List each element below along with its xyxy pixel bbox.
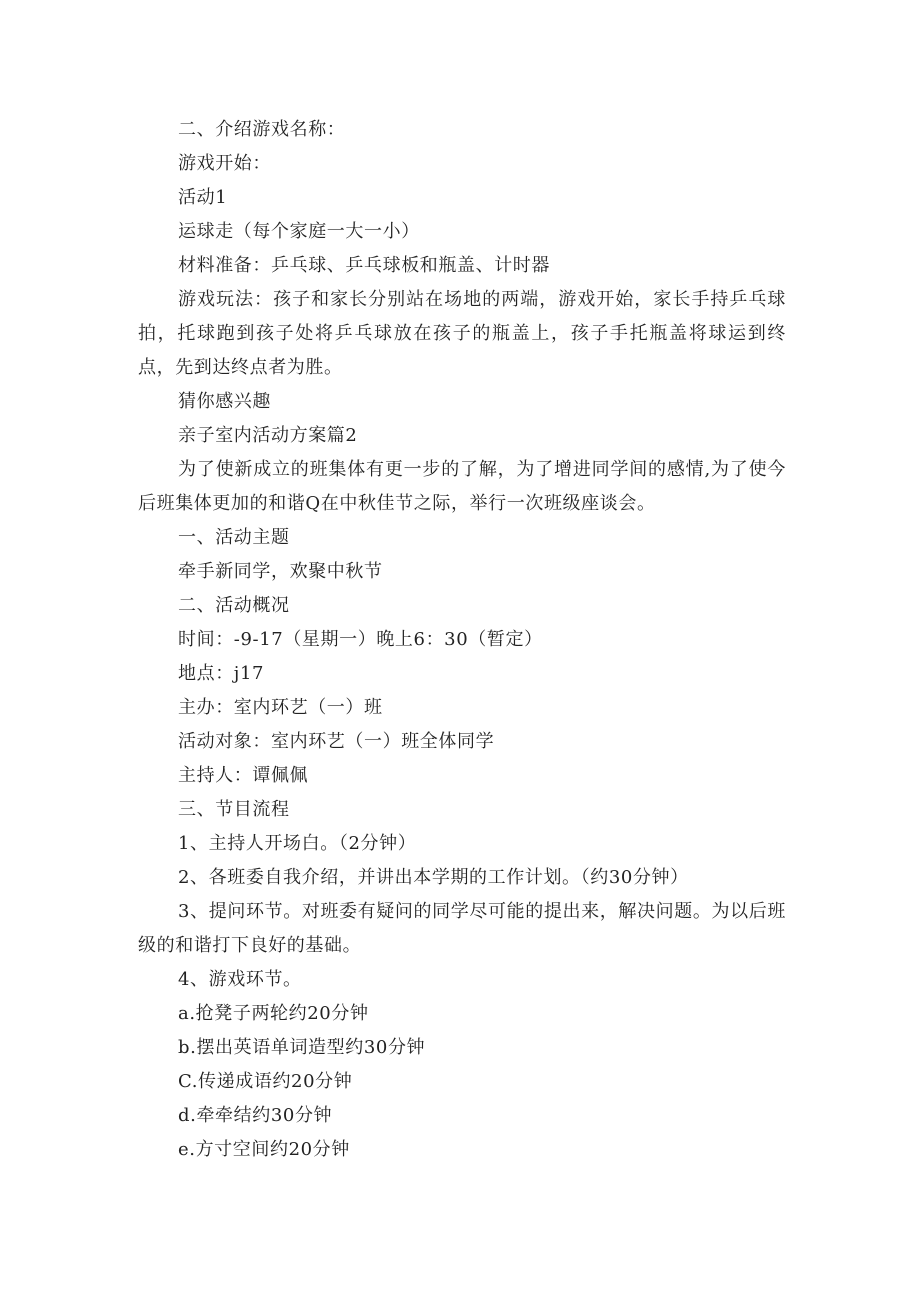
paragraph: 材料准备：乒乓球、乒乓球板和瓶盖、计时器 [178, 255, 550, 276]
paragraph: 地点：j17 [178, 663, 265, 684]
paragraph: 猜你感兴趣 [178, 391, 271, 412]
list-item: d.牵牵结约30分钟 [178, 1105, 333, 1126]
list-item: e.方寸空间约20分钟 [178, 1139, 350, 1160]
paragraph: 时间：-9-17（星期一）晚上6：30（暂定） [178, 629, 543, 650]
paragraph: 游戏玩法：孩子和家长分别站在场地的两端，游戏开始，家长手持乒乓球拍，托球跑到孩子处将乒乓球放在孩子的瓶盖上，孩子手托瓶盖将球运到终点，先到达终点者为胜。 [138, 289, 786, 378]
list-item: 1、主持人开场白。（2分钟） [178, 833, 417, 854]
section-heading: 亲子室内活动方案篇2 [178, 425, 358, 446]
paragraph: 主办：室内环艺（一）班 [178, 697, 383, 718]
section-heading: 三、节目流程 [178, 799, 290, 820]
paragraph: 游戏开始： [178, 153, 271, 174]
paragraph: 主持人：谭佩佩 [178, 765, 309, 786]
list-item: b.摆出英语单词造型约30分钟 [178, 1037, 426, 1058]
section-heading: 一、活动主题 [178, 527, 290, 548]
list-item: C.传递成语约20分钟 [178, 1071, 353, 1092]
paragraph: 运球走（每个家庭一大一小） [178, 221, 420, 242]
list-item: 3、提问环节。对班委有疑问的同学尽可能的提出来，解决问题。为以后班级的和谐打下良好的基础。 [138, 901, 786, 956]
list-item: a.抢凳子两轮约20分钟 [178, 1003, 369, 1024]
document-body [138, 113, 786, 1167]
paragraph: 活动对象：室内环艺（一）班全体同学 [178, 731, 495, 752]
paragraph: 活动1 [178, 187, 228, 208]
list-item: 4、游戏环节。 [178, 969, 302, 990]
section-heading: 二、活动概况 [178, 595, 290, 616]
paragraph: 牵手新同学，欢聚中秋节 [178, 561, 383, 582]
paragraph: 为了使新成立的班集体有更一步的了解，为了增进同学间的感情,为了使今后班集体更加的和谐Q在中秋佳节之际，举行一次班级座谈会。 [138, 459, 786, 514]
section-heading: 二、介绍游戏名称： [178, 119, 346, 140]
list-item: 2、各班委自我介绍，并讲出本学期的工作计划。（约30分钟） [178, 867, 689, 888]
